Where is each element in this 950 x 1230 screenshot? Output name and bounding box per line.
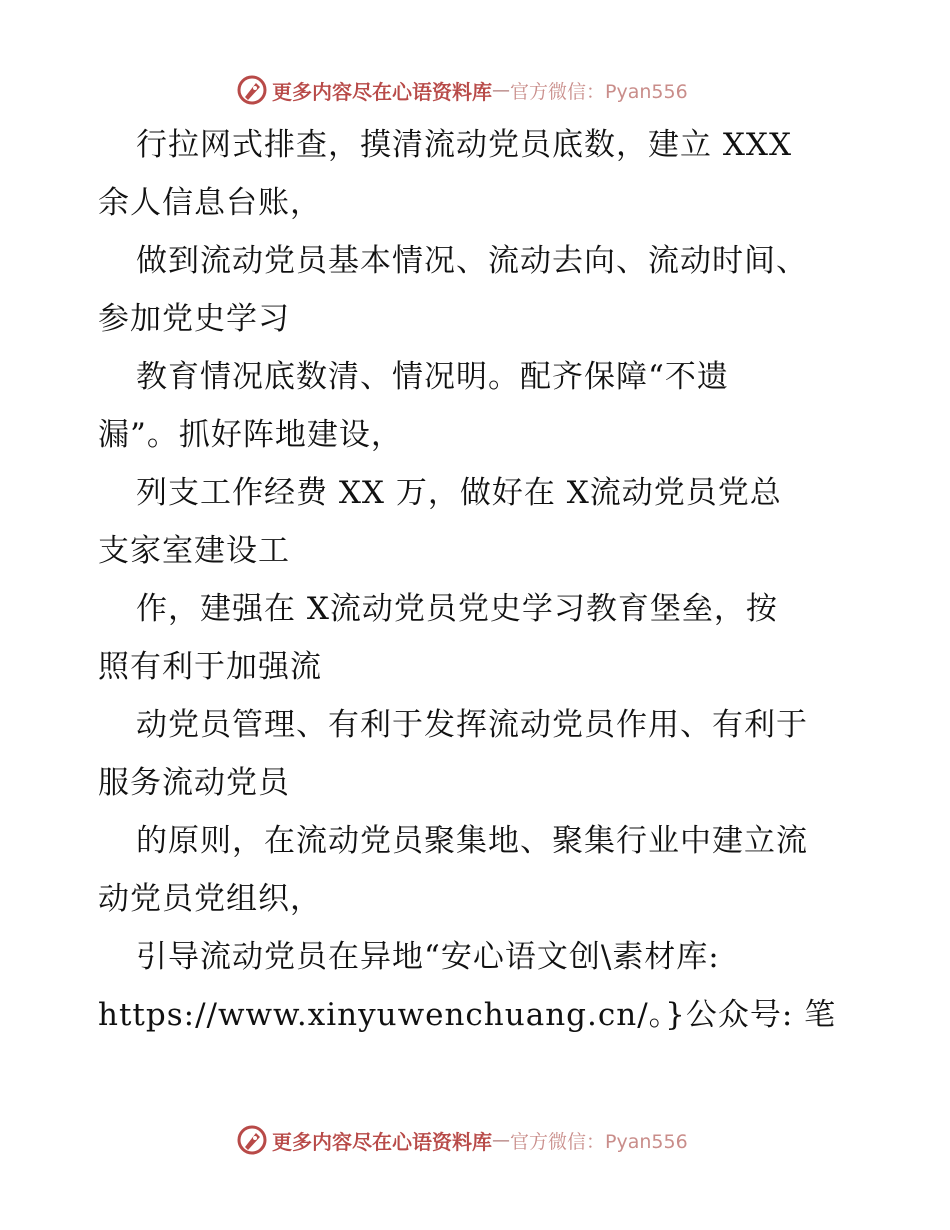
paragraph-line: 支家室建设工 — [98, 533, 290, 569]
watermark-header — [236, 73, 688, 107]
document-body — [98, 125, 858, 1053]
paragraph-line: 做到流动党员基本情况、流动去向、流动时间、 — [136, 243, 808, 279]
paragraph-line: 参加党史学习 — [98, 301, 290, 337]
paragraph-line: 的原则，在流动党员聚集地、聚集行业中建立流 — [136, 823, 808, 859]
watermark-wechat-text: 官方微信：Pyan556 — [510, 1130, 688, 1153]
paragraph-line: 动党员党组织， — [98, 881, 322, 917]
pen-nib-circle-icon — [236, 74, 268, 106]
paragraph-line: 动党员管理、有利于发挥流动党员作用、有利于 — [136, 707, 808, 743]
watermark-wechat-text: 官方微信：Pyan556 — [510, 80, 688, 103]
paragraph-line: 照有利于加强流 — [98, 649, 322, 685]
paragraph-line: 引导流动党员在异地“安心语文创\素材库: — [136, 939, 720, 975]
paragraph-line: 教育情况底数清、情况明。配齐保障“不遗 — [136, 359, 729, 395]
watermark-separator: — — [492, 1129, 510, 1151]
paragraph-line: 服务流动党员 — [98, 765, 290, 801]
watermark-main-text: 更多内容尽在心语资料库 — [272, 79, 492, 104]
paragraph-line: 行拉网式排查，摸清流动党员底数，建立 XXX — [136, 127, 793, 163]
watermark-separator: — — [492, 79, 510, 101]
watermark-main-text: 更多内容尽在心语资料库 — [272, 1129, 492, 1154]
paragraph-line: 漏”。抓好阵地建设， — [98, 417, 403, 453]
paragraph-line: https://www.xinyuwenchuang.cn/。}公众号: 笔 — [98, 997, 837, 1033]
pen-nib-circle-icon — [236, 1124, 268, 1156]
paragraph-line: 余人信息台账， — [98, 185, 322, 221]
paragraph-line: 作，建强在 X流动党员党史学习教育堡垒，按 — [136, 591, 778, 627]
paragraph-line: 列支工作经费 XX 万，做好在 X流动党员党总 — [136, 475, 782, 511]
watermark-footer — [236, 1123, 688, 1157]
